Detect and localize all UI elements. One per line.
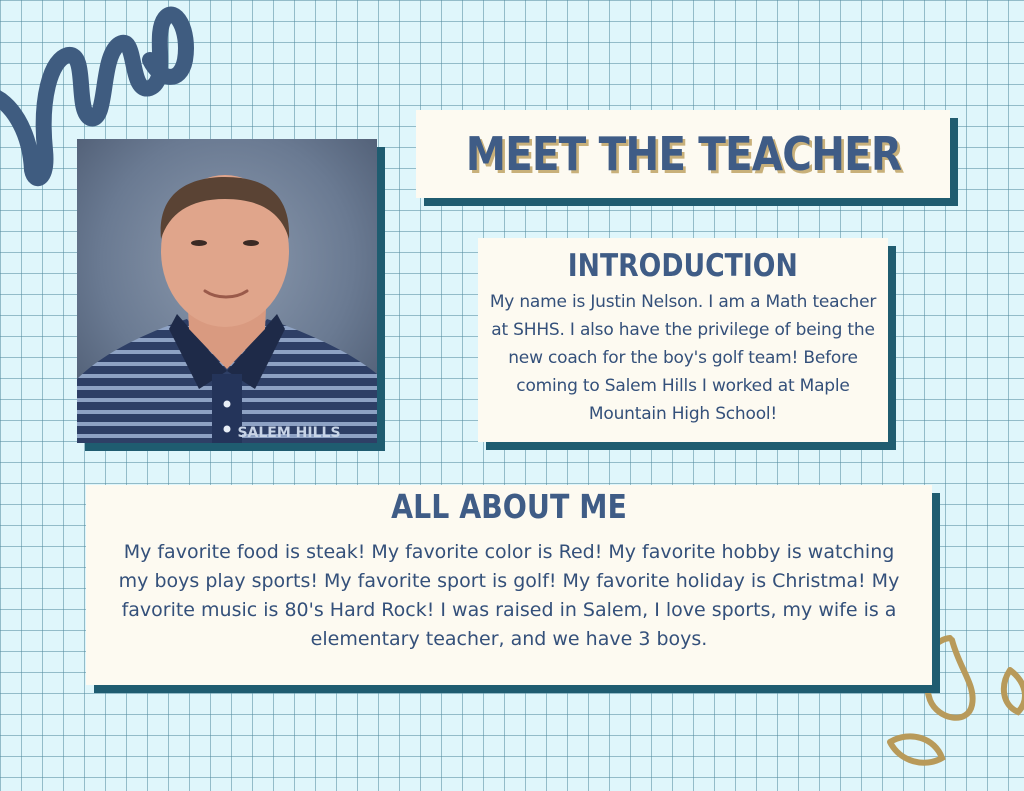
- shirt-logo-text: SALEM HILLS: [237, 425, 341, 441]
- title-card: [416, 110, 950, 198]
- teacher-photo: [77, 139, 377, 443]
- introduction-card: [478, 238, 888, 442]
- about-me-heading: ALL ABOUT ME: [391, 487, 627, 526]
- introduction-heading: INTRODUCTION: [567, 248, 799, 284]
- introduction-text: My name is Justin Nelson. I am a Math teacher at SHHS. I also have the privilege of being the new coach for the boy's golf team! Before coming to Salem Hills I worked at Maple Mountain High School!: [489, 292, 877, 424]
- page-title: MEET THE TEACHER: [465, 127, 901, 181]
- about-me-text: My favorite food is steak! My favorite color is Red! My favorite hobby is watching my boys play sports! My favorite sport is golf! My favorite holiday is Christma! My favorite music is 80's Hard Rock! I was raised in Salem, I love sports, my wife is a elementary teacher, and we have 3 boys.: [118, 541, 900, 650]
- about-me-card: [86, 485, 932, 685]
